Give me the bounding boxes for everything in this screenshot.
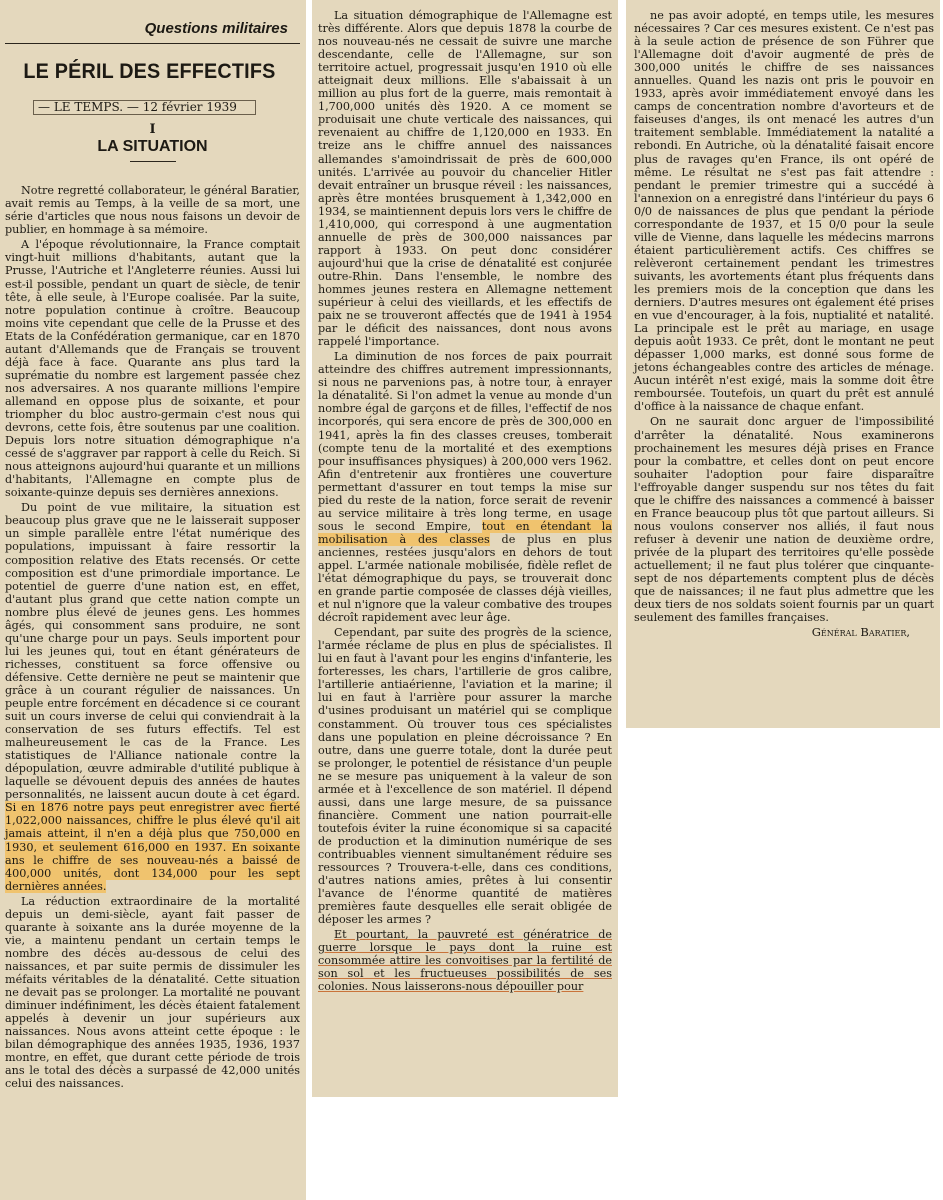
article-column-2 (312, 0, 618, 1097)
paragraph-text: de plus en plus anciennes, restées jusqu'alors en dehors de tout appel. L'armée nationale mobilisée, fidèle reflet de l'état démographique du pays, se trouverait donc en grande partie composée de classes déjà vieilles, et nul n'ignore que la valeur combative des troupes décroît rapidement avec leur âge. (318, 532, 612, 625)
rubric-rule (5, 43, 300, 44)
dateline: — LE TEMPS. — 12 février 1939 (33, 100, 256, 115)
paragraph: Cependant, par suite des progrès de la science, l'armée réclame de plus en plus de spécialistes. Il lui en faut à l'avant pour les engins d'infanterie, les forteresses, les chars, l'artillerie de gros calibre, l'artillerie antiaérienne, l'aviation et la marine; il lui en faut à l'arrière pour assurer la marche d'usines produisant un matériel qui se complique constamment. Où trouver tous ces spécialistes dans une population en pleine décroissance ? En outre, dans une guerre totale, dont la durée peut se prolonger, le potentiel de résistance d'un peuple ne se mesure pas uniquement à la valeur de son armée et à l'excellence de son matériel. Il dépend aussi, dans une large mesure, de sa puissance financière. Comment une nation pourrait-elle toutefois éviter la ruine économique si sa capacité de production et la diminution numérique de ses contribuables viennent simultanément réduire ses ressources ? Trouvera-t-elle, dans ces conditions, d'autres nations amies, prêtes à lui consentir l'avance de l'énorme quantité de matières premières faute desquelles elle serait obligée de déposer les armes ? (318, 626, 612, 927)
paragraph: Notre regretté collaborateur, le général Baratier, avait remis au Temps, à la veille de sa mort, une série d'articles que nous nous faisons un devoir de publier, en hommage à sa mémoire. (5, 184, 300, 237)
highlighted-text: Si en 1876 notre pays peut enregistrer avec fierté 1,022,000 naissances, chiffre le plus élevé qu'il ait jamais atteint, il n'en a déjà plus que 750,000 en 1930, et seulement 616,000 en 1937. En soixante ans le chiffre de ses nouveau-nés a baissé de 400,000 unités, dont 134,000 pour les sept dernières années. (5, 801, 300, 893)
paragraph: ne pas avoir adopté, en temps utile, les mesures nécessaires ? Car ces mesures existent. Ce n'est pas à la seule action de présence de son Führer que l'Allemagne doit d'avoir augmenté de près de 300,000 unités le chiffre de ses naissances annuelles. Quand les nazis ont pris le pouvoir en 1933, après avoir immédiatement envoyé dans les camps de concentration nombre d'avorteurs et de faiseuses d'anges, ils ont menacé les autres d'un traitement semblable. Immédiatement la natalité a rebondi. En Autriche, où la dénatalité faisait encore plus de ravages qu'en France, ils ont opéré de même. Le résultat ne s'est pas fait attendre : pendant le premier trimestre qui a succédé à l'annexion on a enregistré dans l'intérieur du pays 6 0/0 de naissances de plus que pendant la période correspondante de 1937, et 15 0/0 pour la seule ville de Vienne, dans laquelle les médecins marrons étaient particulièrement actifs. Ces chiffres se relèveront certainement pendant les trimestres suivants, les avortements étant plus fréquents dans les premiers mois de la conception que dans les derniers. D'autres mesures ont également été prises en vue d'encourager, à la fois, nuptialité et natalité. La principale est le prêt au mariage, en usage depuis août 1933. Ce prêt, dont le montant ne peut dépasser 1,000 marks, est donné sous forme de jetons échangeables contre des articles de ménage. Aucun intérêt n'est exigé, mais la somme doit être remboursée. Toutefois, un quart du prêt est annulé d'office à la naissance de chaque enfant. (634, 9, 934, 414)
section-title: LA SITUATION (97, 138, 208, 156)
highlighted-text: tout en étendant la mobilisation à des classes (318, 519, 612, 546)
rubric: Questions militaires (144, 20, 288, 37)
paragraph: A l'époque révolutionnaire, la France comptait vingt-huit millions d'habitants, autant que la Prusse, l'Autriche et l'Angleterre réunies. Aussi lui est-il possible, pendant un quart de siècle, de tenir tête, à elle seule, à l'Europe coalisée. Par la suite, notre population continue à croître. Beaucoup moins vite cependant que celle de la Prusse et des Etats de la Confédération germanique, car en 1870 autant d'Allemands que de Français se trouvent déjà face à face. Quarante ans plus tard la suprématie du nombre est largement passée chez nos adversaires. A nos quarante millions l'empire allemand en oppose plus de soixante, et pour triompher du bloc austro-germain c'est nous qui devrons, cette fois, être soutenus par une coalition. Depuis lors notre situation démographique n'a cessé de s'aggraver par rapport à celle du Reich. Si nous atteignons aujourd'hui quarante et un millions d'habitants, l'Allemagne en compte plus de soixante-quinze depuis ses dernières annexions. (5, 238, 300, 500)
paragraph-text: La diminution de nos forces de paix pourrait atteindre des chiffres autrement impressionnants, si nous ne parvenions pas, à notre tour, à enrayer la dénatalité. Si l'on admet la venue au monde d'un nombre égal de garçons et de filles, l'effectif de nos incorporés, qui sera encore de près de 300,000 en 1941, après la fin des classes creuses, tomberait (compte tenu de la mortalité et des exemptions pour insuffisances physiques) à 200,000 vers 1962. Afin d'entretenir aux frontières une couverture permettant d'assurer en tout temps la mise sur pied du reste de la nation, force serait de revenir au service militaire à très long terme, en usage sous le second Empire, (318, 350, 612, 533)
paragraph: On ne saurait donc arguer de l'impossibilité d'arrêter la dénatalité. Nous examinerons prochainement les mesures déjà prises en France pour la combattre, et celles dont on peut encore souhaiter l'adoption pour faire disparaître l'effroyable danger suspendu sur nos têtes du fait que le chiffre des naissances a commencé à baisser en France beaucoup plus tôt que partout ailleurs. Si nous voulons conserver nos alliés, il faut nous refuser à devenir une nation de deuxième ordre, privée de la plupart des territoires qu'elle possède actuellement; il ne faut plus tolérer que cinquante-sept de nos départements comptent plus de décès que de naissances; il ne faut plus admettre que les deux tiers de nos soldats soient fournis par un quart seulement des familles françaises. (634, 415, 934, 625)
article-column-3 (626, 0, 940, 728)
section-rule (130, 161, 176, 162)
paragraph-text: Du point de vue militaire, la situation est beaucoup plus grave que ne le laisserait supposer un simple parallèle entre l'état numérique des populations, impuissant à faire ressortir la composition relative des Etats recensés. Or cette composition est d'une primordiale importance. Le potentiel de guerre d'une nation est, en effet, d'autant plus grand que cette nation compte un nombre plus élevé de jeunes gens. Les hommes âgés, qui consomment sans produire, ne sont qu'une charge pour un pays. Seuls importent pour lui les jeunes qui, tout en étant générateurs de richesses, constituent sa force offensive ou défensive. Cette dernière ne peut se maintenir que grâce à un courant régulier de naissances. Un peuple entre forcément en décadence si ce courant suit un cours inverse de celui qui conviendrait à la conservation de ses futurs effectifs. Tel est malheureusement le cas de la France. Les statistiques de l'Alliance nationale contre la dépopulation, œuvre admirable d'utilité publique à laquelle se dévouent depuis des années de hautes personnalités, ne laissent aucun doute à cet égard. (5, 501, 300, 802)
part-number: I (149, 122, 156, 138)
paragraph: La situation démographique de l'Allemagne est très différente. Alors que depuis 1878 la courbe de nos nouveau-nés ne cessait de suivre une marche descendante, celle de l'Allemagne, sur son territoire actuel, progressait jusqu'en 1910 où elle atteignait deux millions. Elle s'abaissait à un million au plus fort de la guerre, mais remontait à 1,700,000 unités dès 1920. A ce moment se produisait une chute verticale des naissances, qui revenaient au chiffre de 1,120,000 en 1933. En treize ans le chiffre annuel des naissances allemandes s'amoindrissait de près de 600,000 unités. L'arrivée au pouvoir du chancelier Hitler devait entraîner un brusque réveil : les naissances, après être montées brusquement à 1,342,000 en 1934, se maintiennent depuis lors vers le chiffre de 1,410,000, qui correspond à une augmentation annuelle de près de 300,000 naissances par rapport à 1933. On peut donc considérer aujourd'hui que la crise de dénatalité est conjurée outre-Rhin. Dans l'ensemble, le nombre des hommes jeunes restera en Allemagne nettement supérieur à celui des vieillards, et les effectifs de paix ne se trouveront affectés que de 1941 à 1954 par le déficit des naissances, dont nous avons rappelé l'importance. (318, 9, 612, 349)
article-column-1 (0, 0, 306, 1200)
paragraph: La réduction extraordinaire de la mortalité depuis un demi-siècle, ayant fait passer de quarante à soixante ans la durée moyenne de la vie, a maintenu pendant un certain temps le nombre des décès au-dessous de celui des naissances, et par suite permis de dissimuler les méfaits véritables de la dénatalité. Cette situation ne devait pas se prolonger. La mortalité ne pouvant diminuer indéfiniment, les décès étaient fatalement appelés à devenir un jour supérieurs aux naissances. Nous avons atteint cette époque : le bilan démographique des années 1935, 1936, 1937 montre, en effet, que durant cette période de trois ans le total des décès a surpassé de 42,000 unités celui des naissances. (5, 894, 300, 1091)
signature: Général Baratier, (811, 625, 910, 640)
headline: LE PÉRIL DES EFFECTIFS (23, 59, 276, 84)
paragraph: Et pourtant, la pauvreté est génératrice de guerre lorsque le pays dont la ruine est consommée attire les convoitises par la fertilité de son sol et les fructueuses possibilités de ses colonies. Nous laisserons-nous dépouiller pour (318, 928, 612, 994)
paragraph (5, 501, 300, 892)
paragraph (318, 350, 612, 624)
